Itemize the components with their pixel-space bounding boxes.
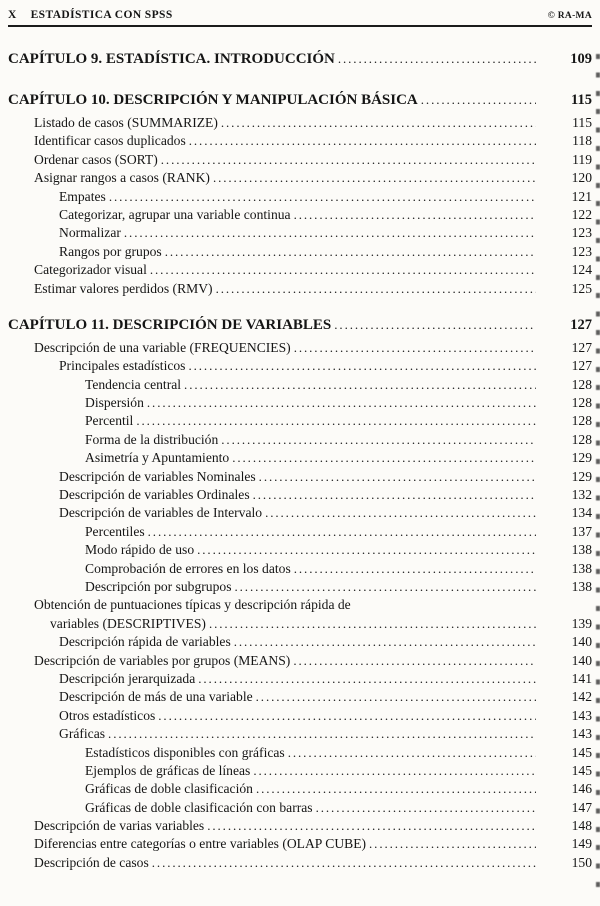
dot-leader [232, 449, 536, 467]
dot-leader [184, 376, 536, 394]
toc-entry-row [8, 243, 592, 261]
toc-entry-row [8, 412, 592, 430]
dot-leader [165, 243, 536, 261]
dot-leader [221, 114, 536, 132]
toc-entry-page-number: 145 [571, 744, 592, 760]
dot-leader [288, 744, 536, 762]
dot-leader [334, 315, 536, 335]
toc-entry-title: Principales estadísticos [59, 358, 186, 374]
dot-leader [294, 560, 536, 578]
toc-entry-row [8, 280, 592, 298]
dot-leader [198, 670, 536, 688]
toc-entry-title: Estadísticos disponibles con gráficas [85, 744, 285, 760]
toc-chapter-row [8, 49, 592, 69]
dot-leader [421, 90, 536, 110]
toc-entry-row-wrap-first [8, 596, 592, 614]
toc-entry-title: Descripción de casos [34, 854, 149, 870]
toc-entry-row [8, 151, 592, 169]
toc-entry-page-number: 123 [571, 243, 592, 259]
toc-entry-row [8, 560, 592, 578]
dot-leader [109, 188, 536, 206]
toc-entry-page-number: 121 [571, 188, 592, 204]
running-header [8, 0, 592, 27]
dot-leader [124, 224, 536, 242]
toc-entry-row [8, 688, 592, 706]
dot-leader [147, 394, 536, 412]
dot-leader [316, 799, 536, 817]
toc-entry-title: Modo rápido de uso [85, 542, 195, 558]
toc-entry-title: Estimar valores perdidos (RMV) [34, 280, 213, 296]
dot-leader [256, 780, 536, 798]
dot-leader [150, 261, 536, 279]
toc-entry-row [8, 169, 592, 187]
toc-entry-title: Asignar rangos a casos (RANK) [34, 170, 210, 186]
toc-entry-title: Empates [59, 188, 106, 204]
dot-leader [256, 688, 536, 706]
toc-entry-page-number: 137 [571, 523, 592, 539]
toc-entry-page-number: 128 [571, 395, 592, 411]
toc-entry-page-number: 128 [571, 431, 592, 447]
toc-entry-row [8, 762, 592, 780]
toc-entry-row [8, 633, 592, 651]
toc-entry-title: Descripción de una variable (FREQUENCIES) [34, 339, 291, 355]
dot-leader [216, 280, 536, 298]
toc-entry-row [8, 523, 592, 541]
toc-entry-title: Gráficas [59, 726, 106, 742]
toc-entry-title: Forma de la distribución [85, 431, 219, 447]
toc-chapter-title: CAPÍTULO 9. ESTADÍSTICA. INTRODUCCIÓN [8, 51, 335, 67]
toc-entry-title: Descripción de variables Nominales [59, 468, 256, 484]
toc-entry-page-number: 138 [571, 542, 592, 558]
toc-entry-title: Descripción de varias variables [34, 818, 205, 834]
toc-entry-page-number: 149 [571, 836, 592, 852]
toc-entry-row [8, 449, 592, 467]
toc-entry-row [8, 486, 592, 504]
toc-entry-page-number: 128 [571, 376, 592, 392]
toc-entry-page-number: 143 [571, 726, 592, 742]
toc-entry-page-number: 139 [571, 615, 592, 631]
toc-entry-row [8, 504, 592, 522]
toc-entry-page-number: 141 [571, 670, 592, 686]
toc-entry-page-number: 145 [571, 762, 592, 778]
toc-chapter-page-number: 115 [571, 92, 592, 108]
toc-entry-row [8, 394, 592, 412]
toc-entry-title: Categorizar, agrupar una variable continua [59, 206, 291, 222]
dot-leader [108, 725, 536, 743]
dot-leader [294, 339, 536, 357]
toc-entry-page-number: 140 [571, 634, 592, 650]
toc-entry-page-number: 127 [571, 358, 592, 374]
toc-entry-page-number: 142 [571, 689, 592, 705]
scan-edge-artifact [596, 54, 600, 900]
toc-entry-page-number: 118 [572, 133, 592, 149]
dot-leader [259, 468, 536, 486]
toc-entry-page-number: 119 [572, 151, 592, 167]
toc-entry-title: Ejemplos de gráficas de líneas [85, 762, 251, 778]
table-of-contents [8, 27, 592, 872]
dot-leader [338, 49, 536, 69]
running-title: ESTADÍSTICA CON SPSS [30, 9, 173, 21]
running-header-left [8, 9, 173, 21]
toc-entry-page-number: 138 [571, 578, 592, 594]
toc-entry-row [8, 468, 592, 486]
dot-leader [197, 541, 536, 559]
toc-entry-title: Asimetría y Apuntamiento [85, 450, 230, 466]
toc-entry-row [8, 725, 592, 743]
toc-chapter-title: CAPÍTULO 11. DESCRIPCIÓN DE VARIABLES [8, 316, 332, 333]
toc-entry-row [8, 799, 592, 817]
toc-entry-row [8, 854, 592, 872]
toc-entry-row [8, 357, 592, 375]
dot-leader [152, 854, 536, 872]
toc-entry-title: Comprobación de errores en los datos [85, 560, 291, 576]
toc-entry-page-number: 123 [571, 225, 592, 241]
toc-entry-page-number: 138 [571, 560, 592, 576]
dot-leader [136, 412, 536, 430]
toc-entry-page-number: 150 [571, 854, 592, 870]
toc-entry-page-number: 143 [571, 707, 592, 723]
dot-leader [234, 633, 536, 651]
dot-leader [253, 762, 536, 780]
toc-entry-page-number: 140 [571, 652, 592, 668]
toc-entry-page-number: 129 [571, 450, 592, 466]
toc-entry-row [8, 744, 592, 762]
toc-chapter-page-number: 109 [570, 51, 592, 67]
toc-entry-row [8, 541, 592, 559]
toc-entry-title: Ordenar casos (SORT) [34, 151, 158, 167]
toc-entry-title: Rangos por grupos [59, 243, 162, 259]
toc-entry-row [8, 817, 592, 835]
toc-entry-page-number: 115 [572, 115, 592, 130]
toc-entry-title: Obtención de puntuaciones típicas y descripción rápida de [34, 597, 351, 613]
toc-entry-row [8, 652, 592, 670]
publisher-mark: © RA-MA [547, 11, 592, 21]
toc-entry-row [8, 780, 592, 798]
toc-chapter-row [8, 315, 592, 335]
toc-entry-title: Tendencia central [85, 376, 182, 392]
toc-entry-page-number: 120 [571, 170, 592, 186]
toc-entry-row [8, 188, 592, 206]
dot-leader [221, 431, 536, 449]
toc-entry-page-number: 147 [571, 799, 592, 815]
toc-entry-title: Categorizador visual [34, 262, 147, 278]
toc-entry-title: Otros estadísticos [59, 707, 156, 723]
toc-entry-page-number: 124 [571, 262, 592, 278]
toc-chapter-title: CAPÍTULO 10. DESCRIPCIÓN Y MANIPULACIÓN BÁSICA [8, 92, 418, 108]
dot-leader [265, 504, 536, 522]
toc-entry-title: Dispersión [85, 395, 144, 411]
toc-entry-title: Descripción de variables Ordinales [59, 487, 250, 503]
toc-entry-title: Descripción por subgrupos [85, 578, 232, 594]
toc-entry-row [8, 707, 592, 725]
toc-entry-row [8, 431, 592, 449]
toc-entry-title: Gráficas de doble clasificación [85, 781, 253, 797]
toc-entry-page-number: 127 [571, 339, 592, 355]
toc-entry-title: Descripción de variables por grupos (MEANS) [34, 652, 291, 668]
toc-entry-title: Descripción jerarquizada [59, 670, 196, 686]
toc-entry-row [8, 224, 592, 242]
toc-entry-row [8, 206, 592, 224]
toc-entry-page-number: 129 [571, 468, 592, 484]
dot-leader [189, 132, 536, 150]
toc-entry-title: Listado de casos (SUMMARIZE) [34, 115, 218, 130]
dot-leader [161, 151, 536, 169]
dot-leader [293, 652, 536, 670]
toc-entry-title-continued: variables (DESCRIPTIVES) [50, 615, 206, 631]
toc-entry-title: Normalizar [59, 225, 121, 241]
toc-entry-page-number: 146 [571, 781, 592, 797]
dot-leader [158, 707, 536, 725]
toc-entry-row-wrap-second [8, 615, 592, 633]
toc-entry-row [8, 578, 592, 596]
toc-entry-row [8, 132, 592, 150]
dot-leader [148, 523, 536, 541]
toc-entry-page-number: 134 [571, 505, 592, 521]
toc-entry-row [8, 670, 592, 688]
toc-entry-title: Gráficas de doble clasificación con barras [85, 799, 313, 815]
dot-leader [207, 817, 536, 835]
toc-entry-row [8, 376, 592, 394]
dot-leader [235, 578, 537, 596]
toc-entry-title: Percentil [85, 413, 134, 429]
page-folio: X [8, 9, 17, 21]
toc-entry-title: Percentiles [85, 523, 145, 539]
toc-entry-title: Descripción rápida de variables [59, 634, 231, 650]
toc-chapter-row [8, 90, 592, 110]
toc-entry-page-number: 128 [571, 413, 592, 429]
toc-entry-row [8, 261, 592, 279]
toc-entry-page-number: 132 [571, 487, 592, 503]
dot-leader [213, 169, 536, 187]
toc-entry-row [8, 835, 592, 853]
toc-entry-row [8, 339, 592, 357]
toc-entry-row [8, 114, 592, 132]
toc-entry-title: Descripción de variables de Intervalo [59, 505, 263, 521]
toc-chapter-page-number: 127 [570, 316, 592, 333]
dot-leader [209, 615, 536, 633]
dot-leader [188, 357, 536, 375]
toc-entry-page-number: 122 [571, 206, 592, 222]
toc-entry-title: Diferencias entre categorías o entre variables (OLAP CUBE) [34, 836, 367, 852]
toc-entry-title: Identificar casos duplicados [34, 133, 186, 149]
dot-leader [369, 835, 536, 853]
dot-leader [253, 486, 536, 504]
toc-entry-title: Descripción de más de una variable [59, 689, 253, 705]
toc-entry-page-number: 148 [571, 818, 592, 834]
dot-leader [294, 206, 536, 224]
toc-entry-page-number: 125 [571, 280, 592, 296]
